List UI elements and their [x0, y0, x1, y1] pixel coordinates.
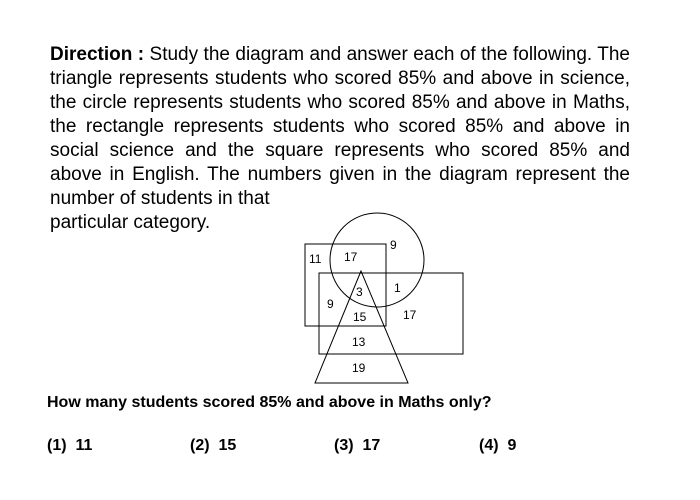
option-2-value: 15	[218, 437, 237, 454]
number-triangle-lower: 13	[352, 335, 366, 349]
direction-text: Study the diagram and answer each of the following. The triangle represents students who scored 85% and above in science, the circle represents students who scored 85% and above in Maths, the rectangle represents students who scored 85% and above in social science and the square represents who scored 85% and above in English. The numbers given in the diagram represent the number of students in that	[50, 44, 631, 209]
option-2[interactable]	[190, 437, 236, 455]
option-3-value: 17	[362, 437, 381, 454]
direction-last-line: particular category.	[50, 212, 211, 233]
number-square-circle-triangle: 3	[356, 285, 363, 299]
number-triangle-rectangle: 15	[353, 310, 367, 324]
direction-paragraph	[50, 43, 630, 235]
direction-label: Direction :	[50, 44, 145, 65]
number-square-rectangle: 9	[327, 297, 334, 311]
option-3[interactable]	[334, 437, 380, 455]
question-text: How many students scored 85% and above in Maths only?	[47, 394, 492, 411]
number-rectangle-only: 17	[403, 308, 417, 322]
option-1-number: (1)	[47, 437, 67, 454]
option-4[interactable]	[479, 437, 516, 455]
number-square-only: 11	[309, 252, 322, 266]
option-3-number: (3)	[334, 437, 354, 454]
option-4-number: (4)	[479, 437, 499, 454]
number-circle-rectangle: 1	[394, 281, 401, 295]
number-square-circle: 17	[344, 250, 358, 264]
option-1-value: 11	[75, 437, 93, 454]
venn-diagram	[300, 210, 470, 390]
option-1[interactable]	[47, 437, 92, 455]
option-2-number: (2)	[190, 437, 210, 454]
option-4-value: 9	[507, 437, 517, 454]
number-circle-only: 9	[390, 238, 397, 252]
number-triangle-only: 19	[352, 361, 366, 375]
